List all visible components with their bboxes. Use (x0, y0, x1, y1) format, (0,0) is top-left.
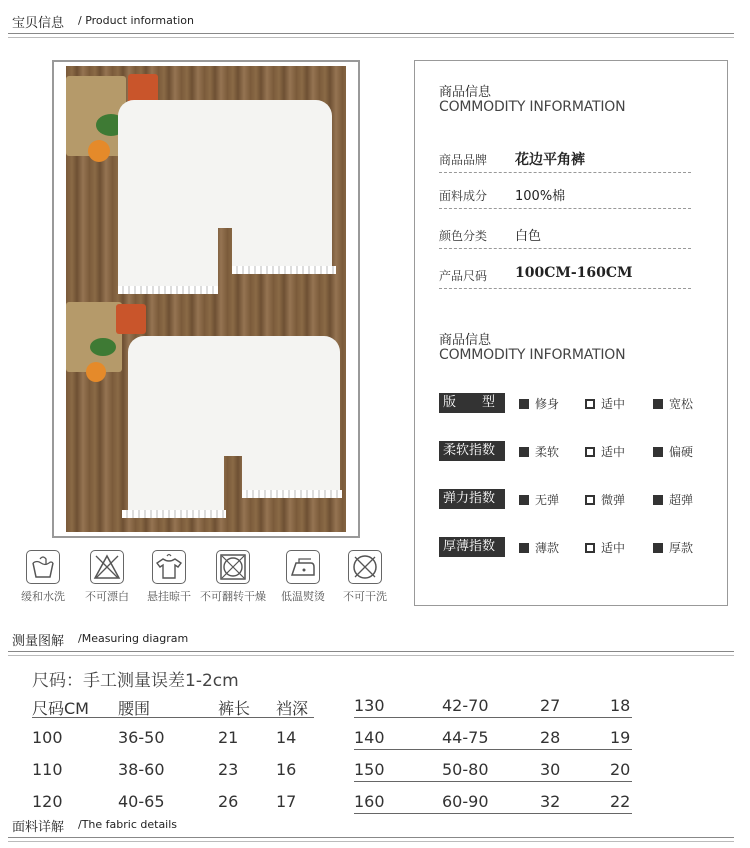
lace-trim (118, 286, 218, 294)
divider (8, 837, 734, 838)
section-title-en: /Measuring diagram (78, 632, 189, 645)
size-header-cell: 尺码CM (32, 699, 89, 718)
size-cell: 19 (610, 728, 631, 747)
info-key: 商品品牌 (439, 153, 488, 167)
row-underline (354, 781, 632, 782)
size-cell: 50-80 (442, 760, 489, 779)
attr-option: 宽松 (653, 395, 693, 412)
divider (8, 841, 734, 842)
low-iron-icon (286, 550, 320, 584)
checkbox-selected-icon (585, 447, 595, 457)
size-cell: 44-75 (442, 728, 489, 747)
attr-option: 适中 (585, 443, 625, 460)
attr-row-softness (439, 441, 719, 461)
attr-label: 厚薄指数 (439, 537, 505, 557)
attr-label: 版 型 (439, 393, 505, 413)
hang-dry-icon (152, 550, 186, 584)
size-cell: 42-70 (442, 696, 489, 715)
checkbox-selected-icon (585, 495, 595, 505)
info-row-brand (439, 149, 691, 173)
care-label: 不可翻转干燥 (200, 590, 266, 603)
info-value: 100CM-160CM (515, 265, 633, 281)
care-item (8, 550, 78, 604)
size-cell: 27 (540, 696, 561, 715)
panel-title-zh: 商品信息 (439, 85, 492, 100)
info-value: 花边平角裤 (515, 152, 585, 168)
panel-title-en: COMMODITY INFORMATION (439, 347, 626, 363)
size-header-cell: 裆深 (276, 699, 309, 718)
size-cell: 30 (540, 760, 561, 779)
attr-row-thickness (439, 537, 719, 557)
checkbox-icon (519, 447, 529, 457)
product-photo-frame (52, 60, 360, 538)
size-cell: 17 (276, 792, 297, 811)
size-header-cell: 裤长 (218, 699, 251, 718)
attr-row-fit (439, 393, 719, 413)
attr-option: 微弹 (585, 491, 625, 508)
size-cell: 110 (32, 760, 63, 779)
attr-option: 适中 (585, 395, 625, 412)
divider (8, 33, 734, 34)
info-key: 面料成分 (439, 189, 488, 203)
size-cell: 16 (276, 760, 297, 779)
shorts-body (128, 336, 340, 456)
panel-title-zh: 商品信息 (439, 333, 492, 348)
info-row-size (439, 265, 691, 289)
decor-chair (116, 304, 146, 334)
panel-title-en: COMMODITY INFORMATION (439, 99, 626, 115)
size-cell: 60-90 (442, 792, 489, 811)
checkbox-icon (519, 495, 529, 505)
attr-option: 修身 (519, 395, 559, 412)
size-cell: 32 (540, 792, 561, 811)
care-item (330, 550, 400, 604)
attr-option: 超弹 (653, 491, 693, 508)
product-info-header (8, 12, 734, 34)
section-title-en: /The fabric details (78, 818, 178, 831)
info-value: 100%棉 (515, 189, 566, 204)
size-cell: 100 (32, 728, 63, 747)
row-underline (354, 717, 632, 718)
care-label: 不可干洗 (343, 590, 387, 603)
care-label: 缓和水洗 (21, 590, 65, 603)
section-title-zh: 测量图解 (12, 634, 65, 649)
checkbox-icon (653, 447, 663, 457)
size-cell: 140 (354, 728, 385, 747)
care-item (72, 550, 142, 604)
checkbox-icon (519, 399, 529, 409)
care-label: 不可漂白 (85, 590, 129, 603)
decor-flower (88, 140, 110, 162)
checkbox-selected-icon (585, 543, 595, 553)
divider (8, 655, 734, 656)
info-row-material (439, 185, 691, 209)
size-cell: 14 (276, 728, 297, 747)
section-title-zh: 面料详解 (12, 820, 65, 835)
row-underline (32, 717, 314, 718)
attr-label: 柔软指数 (439, 441, 505, 461)
attr-row-elasticity (439, 489, 719, 509)
size-cell: 26 (218, 792, 239, 811)
checkbox-icon (519, 543, 529, 553)
row-underline (354, 813, 632, 814)
attr-option: 柔软 (519, 443, 559, 460)
care-label: 低温熨烫 (281, 590, 325, 603)
size-cell: 28 (540, 728, 561, 747)
size-cell: 150 (354, 760, 385, 779)
shorts-body (118, 100, 332, 228)
size-cell: 36-50 (118, 728, 165, 747)
attr-label: 弹力指数 (439, 489, 505, 509)
decor-flower (86, 362, 106, 382)
size-header-cell: 腰围 (118, 699, 151, 718)
care-item (198, 550, 268, 604)
care-label: 悬挂晾干 (147, 590, 191, 603)
info-key: 产品尺码 (439, 269, 488, 283)
section-title-zh: 宝贝信息 (12, 16, 65, 31)
info-key: 颜色分类 (439, 229, 488, 243)
checkbox-selected-icon (585, 399, 595, 409)
attr-option: 厚款 (653, 539, 693, 556)
size-table-title: 尺码：手工测量误差1-2cm (32, 671, 239, 691)
care-item (268, 550, 338, 604)
size-cell: 21 (218, 728, 239, 747)
row-underline (354, 749, 632, 750)
fabric-header (8, 816, 734, 838)
size-cell: 23 (218, 760, 239, 779)
checkbox-icon (653, 495, 663, 505)
decor-tree (90, 338, 116, 356)
attr-option: 适中 (585, 539, 625, 556)
lace-trim (122, 510, 226, 518)
measuring-header (8, 630, 734, 652)
info-value: 白色 (515, 229, 542, 244)
info-row-color (439, 225, 691, 249)
size-cell: 38-60 (118, 760, 165, 779)
divider (8, 37, 734, 38)
checkbox-icon (653, 399, 663, 409)
size-cell: 130 (354, 696, 385, 715)
attr-option: 偏硬 (653, 443, 693, 460)
no-tumble-dry-icon (216, 550, 250, 584)
divider (8, 651, 734, 652)
product-photo-front (66, 66, 346, 302)
lace-trim (232, 266, 336, 274)
size-cell: 120 (32, 792, 63, 811)
no-dry-clean-icon (348, 550, 382, 584)
size-cell: 22 (610, 792, 631, 811)
attr-option: 薄款 (519, 539, 559, 556)
no-bleach-icon (90, 550, 124, 584)
size-cell: 18 (610, 696, 631, 715)
hand-wash-icon (26, 550, 60, 584)
product-photo-back (66, 302, 346, 532)
attr-option: 无弹 (519, 491, 559, 508)
shorts-leg-left (128, 442, 224, 516)
commodity-info-panel (414, 60, 728, 606)
checkbox-icon (653, 543, 663, 553)
section-title-en: / Product information (78, 14, 194, 27)
shorts-leg-left (118, 216, 218, 292)
size-cell: 20 (610, 760, 631, 779)
care-item (134, 550, 204, 604)
lace-trim (242, 490, 342, 498)
shorts-leg-right (232, 216, 332, 272)
size-cell: 160 (354, 792, 385, 811)
shorts-leg-right (242, 442, 340, 496)
size-cell: 40-65 (118, 792, 165, 811)
